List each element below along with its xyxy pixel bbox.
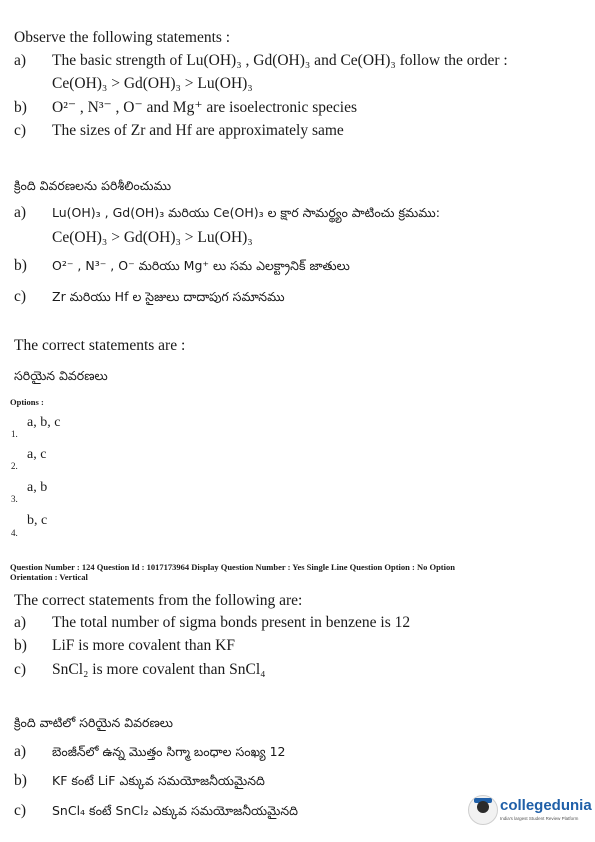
- q123-te-a-line1: Lu(OH)₃ , Gd(OH)₃ మరియు Ce(OH)₃ ల క్షార సామర్థ్యం పాటించు క్రమము:: [52, 205, 440, 220]
- option-1-text[interactable]: a, b, c: [27, 415, 61, 430]
- q124-b-line1: LiF is more covalent than KF: [52, 637, 235, 654]
- q124-te-a-label: a): [14, 743, 27, 760]
- q123-a-line2: Ce(OH)₃ > Gd(OH)₃ > Lu(OH)₃: [52, 75, 253, 92]
- q124-b-label: b): [14, 637, 27, 654]
- q123-c-line1: The sizes of Zr and Hf are approximately same: [52, 122, 344, 139]
- q123-b-line1: O²⁻ , N³⁻ , O⁻ and Mg⁺ are isoelectronic species: [52, 99, 358, 116]
- q124-intro-en: The correct statements from the following are:: [14, 592, 303, 609]
- logo-tagline: India's largest Student Review Platform: [500, 816, 579, 821]
- options-label: Options :: [10, 397, 44, 407]
- q123-correct-en: The correct statements are :: [14, 337, 186, 354]
- q124-a-label: a): [14, 614, 27, 631]
- q123-te-c-line1: Zr మరియు Hf ల సైజులు దాదాపుగ సమానము: [52, 289, 285, 304]
- q123-intro-te: క్రింది వివరణలను పరిశీలించుము: [14, 178, 172, 193]
- q124-meta-line2: Orientation : Vertical: [10, 572, 88, 582]
- student-mascot-icon: [468, 795, 498, 825]
- q123-a-line1: The basic strength of Lu(OH)₃ , Gd(OH)₃ and Ce(OH)₃ follow the order :: [52, 52, 508, 69]
- option-2-text[interactable]: a, c: [27, 447, 47, 462]
- q123-b-label: b): [14, 99, 27, 116]
- option-2-number: 2.: [11, 461, 18, 471]
- q124-te-c-label: c): [14, 802, 27, 819]
- q124-meta-line1: Question Number : 124 Question Id : 1017173964 Display Question Number : Yes Single Line Question Option : No Option: [10, 562, 455, 572]
- q123-correct-te: సరియైన వివరణలు: [14, 368, 108, 383]
- option-3-number: 3.: [11, 494, 18, 504]
- option-4-text[interactable]: b, c: [27, 513, 48, 528]
- q123-intro-en: Observe the following statements :: [14, 29, 231, 46]
- q123-te-a-label: a): [14, 204, 27, 221]
- q123-te-c-label: c): [14, 288, 27, 305]
- q123-te-b-line1: O²⁻ , N³⁻ , O⁻ మరియు Mg⁺ లు సమ ఎలక్ట్రానిక్ జాతులు: [52, 258, 350, 273]
- q123-c-label: c): [14, 122, 27, 139]
- q124-c-line1: SnCl₂ is more covalent than SnCl₄: [52, 661, 266, 678]
- mascot-head-icon: [477, 801, 489, 813]
- q124-te-c-line1: SnCl₄ కంటే SnCl₂ ఎక్కువ సమయోజనీయమైనది: [52, 803, 298, 818]
- option-3-text[interactable]: a, b: [27, 480, 48, 495]
- option-1-number: 1.: [11, 429, 18, 439]
- q123-te-a-line2: Ce(OH)₃ > Gd(OH)₃ > Lu(OH)₃: [52, 229, 253, 246]
- q123-te-b-label: b): [14, 257, 27, 274]
- q124-te-b-line1: KF కంటే LiF ఎక్కువ సమయోజనీయమైనది: [52, 773, 265, 788]
- logo-name: collegedunia: [500, 797, 592, 814]
- q123-a-label: a): [14, 52, 27, 69]
- q124-a-line1: The total number of sigma bonds present in benzene is 12: [52, 614, 411, 631]
- option-4-number: 4.: [11, 528, 18, 538]
- q124-te-b-label: b): [14, 772, 27, 789]
- q124-c-label: c): [14, 661, 27, 678]
- q124-te-a-line1: బెంజీన్‌లో ఉన్న మొత్తం సిగ్మా బంధాల సంఖ్య 12: [52, 744, 286, 759]
- q124-intro-te: క్రింది వాటిలో సరియైన వివరణలు: [14, 715, 173, 730]
- collegedunia-logo: [468, 793, 592, 833]
